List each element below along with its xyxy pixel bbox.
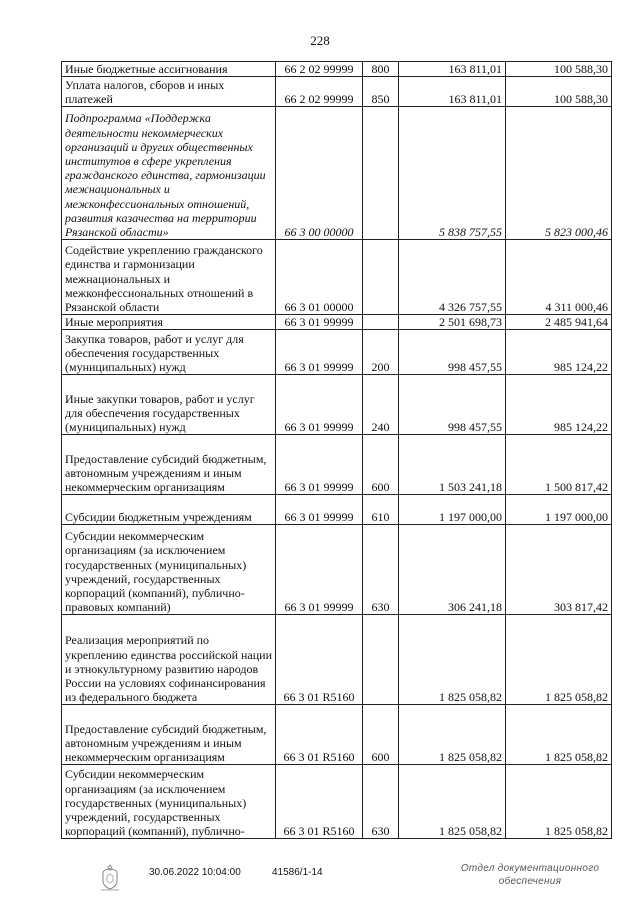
row-code: 66 2 02 99999 [276, 62, 363, 77]
row-name: Субсидии некоммерческим организациям (за исключением государственных (муниципальных) учреждений, государственных корпораций (компаний), публично- [62, 765, 276, 839]
row-value-2: 985 124,22 [506, 375, 612, 435]
row-name: Иные мероприятия [62, 315, 276, 330]
row-vr [363, 240, 399, 315]
row-vr [363, 615, 399, 705]
table-row [62, 62, 612, 77]
row-code: 66 3 01 R5160 [276, 615, 363, 705]
row-vr: 850 [363, 77, 399, 107]
table-row [62, 330, 612, 375]
row-value-2: 4 311 000,46 [506, 240, 612, 315]
row-vr: 630 [363, 765, 399, 839]
row-value-1: 998 457,55 [399, 375, 506, 435]
row-value-2: 1 825 058,82 [506, 765, 612, 839]
row-name: Субсидии бюджетным учреждениям [62, 495, 276, 525]
page-number: 228 [310, 33, 330, 48]
row-value-1: 1 825 058,82 [399, 615, 506, 705]
footer-doc-id: 41586/1-14 [272, 867, 323, 878]
row-name: Содействие укреплению гражданского единства и гармонизации межнациональных и межконфессиональных отношений в Рязанской области [62, 240, 276, 315]
row-value-2: 1 197 000,00 [506, 495, 612, 525]
row-name: Субсидии некоммерческим организациям (за исключением государственных (муниципальных) учреждений, государственных корпораций (компаний), публично-правовых компаний) [62, 525, 276, 615]
row-value-1: 306 241,18 [399, 525, 506, 615]
table-row [62, 705, 612, 765]
row-value-1: 5 838 757,55 [399, 107, 506, 240]
table-row [62, 375, 612, 435]
table-row [62, 615, 612, 705]
row-value-2: 1 825 058,82 [506, 705, 612, 765]
emblem-icon [99, 864, 121, 892]
row-code: 66 3 01 R5160 [276, 705, 363, 765]
table-row [62, 435, 612, 495]
table-row [62, 240, 612, 315]
row-value-1: 1 825 058,82 [399, 705, 506, 765]
row-vr [363, 107, 399, 240]
table-row [62, 315, 612, 330]
row-vr: 240 [363, 375, 399, 435]
row-name: Реализация мероприятий по укреплению единства российской нации и этнокультурному развитию народов России на условиях софинансирования из федерального бюджета [62, 615, 276, 705]
row-value-1: 2 501 698,73 [399, 315, 506, 330]
row-code: 66 3 00 00000 [276, 107, 363, 240]
row-vr: 630 [363, 525, 399, 615]
row-value-2: 985 124,22 [506, 330, 612, 375]
table-row [62, 765, 612, 839]
budget-table-body [62, 62, 612, 839]
row-value-2: 2 485 941,64 [506, 315, 612, 330]
row-name: Закупка товаров, работ и услуг для обеспечения государственных (муниципальных) нужд [62, 330, 276, 375]
row-vr: 600 [363, 435, 399, 495]
row-name: Уплата налогов, сборов и иных платежей [62, 77, 276, 107]
row-name: Иные закупки товаров, работ и услуг для обеспечения государственных (муниципальных) нужд [62, 375, 276, 435]
row-value-2: 1 825 058,82 [506, 615, 612, 705]
row-value-1: 163 811,01 [399, 77, 506, 107]
footer-date: 30.06.2022 10:04:00 [149, 867, 241, 878]
row-value-1: 1 825 058,82 [399, 765, 506, 839]
table-row [62, 107, 612, 240]
footer [0, 862, 640, 902]
row-code: 66 3 01 99999 [276, 525, 363, 615]
row-code: 66 3 01 99999 [276, 375, 363, 435]
row-code: 66 2 02 99999 [276, 77, 363, 107]
table-row [62, 525, 612, 615]
row-name: Предоставление субсидий бюджетным, автономным учреждениям и иным некоммерческим организациям [62, 435, 276, 495]
budget-table [61, 61, 612, 839]
row-value-1: 163 811,01 [399, 62, 506, 77]
row-value-2: 303 817,42 [506, 525, 612, 615]
row-code: 66 3 01 99999 [276, 330, 363, 375]
row-vr [363, 315, 399, 330]
department-stamp [445, 862, 615, 888]
department-line-2: обеспечения [498, 876, 562, 887]
row-value-2: 100 588,30 [506, 77, 612, 107]
row-value-1: 4 326 757,55 [399, 240, 506, 315]
row-code: 66 3 01 99999 [276, 495, 363, 525]
row-value-2: 1 500 817,42 [506, 435, 612, 495]
row-code: 66 3 01 99999 [276, 435, 363, 495]
row-value-1: 1 197 000,00 [399, 495, 506, 525]
row-value-1: 1 503 241,18 [399, 435, 506, 495]
row-vr: 200 [363, 330, 399, 375]
table-row [62, 495, 612, 525]
row-vr: 610 [363, 495, 399, 525]
row-vr: 800 [363, 62, 399, 77]
row-code: 66 3 01 00000 [276, 240, 363, 315]
row-name: Иные бюджетные ассигнования [62, 62, 276, 77]
table-row [62, 77, 612, 107]
row-code: 66 3 01 R5160 [276, 765, 363, 839]
row-name: Подпрограмма «Поддержка деятельности некоммерческих организаций и других общественных институтов в сфере укрепления гражданского единства, гармонизации межнациональных и межконфессиональных отношений, развития казачества на территории Рязанской области» [62, 107, 276, 240]
row-value-2: 100 588,30 [506, 62, 612, 77]
department-line-1: Отдел документационного [460, 863, 600, 874]
row-name: Предоставление субсидий бюджетным, автономным учреждениям и иным некоммерческим организациям [62, 705, 276, 765]
row-vr: 600 [363, 705, 399, 765]
row-code: 66 3 01 99999 [276, 315, 363, 330]
row-value-2: 5 823 000,46 [506, 107, 612, 240]
row-value-1: 998 457,55 [399, 330, 506, 375]
